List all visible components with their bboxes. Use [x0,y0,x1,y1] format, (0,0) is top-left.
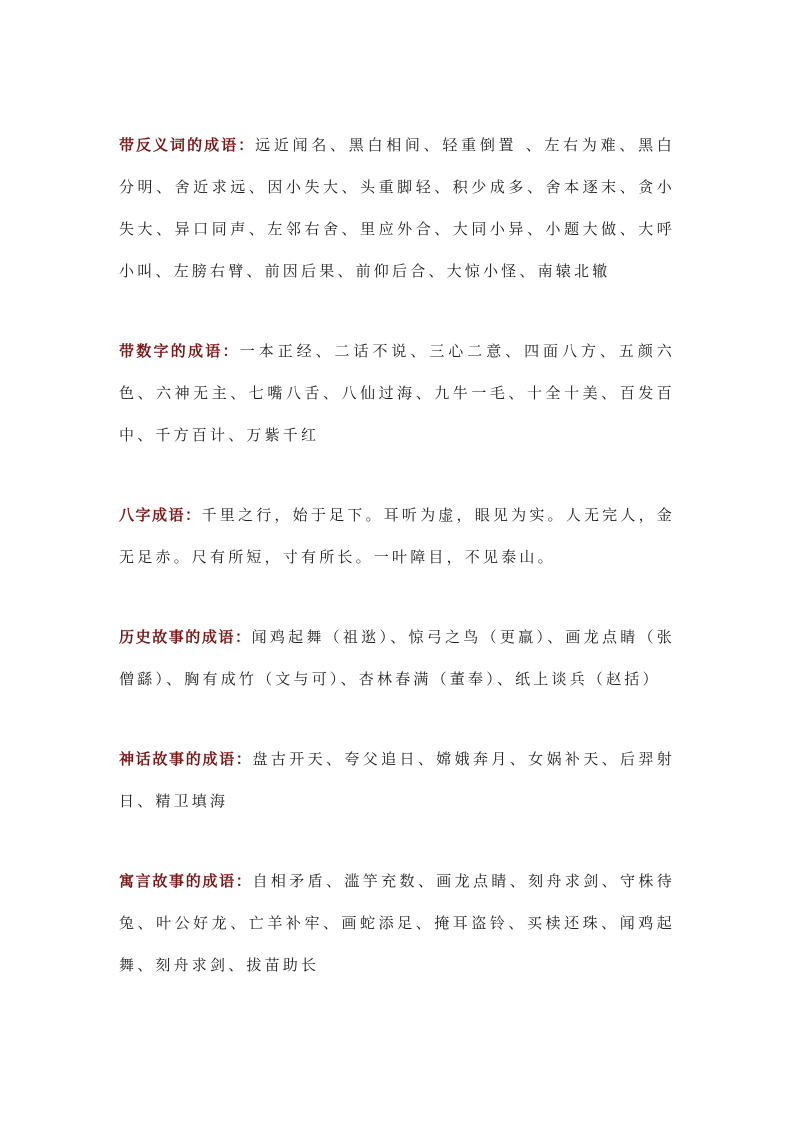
section-heading: 历史故事的成语： [119,628,252,646]
section-content: 闻鸡起舞（祖逖）、惊弓之鸟（更羸）、画龙点睛（张僧繇）、胸有成竹（文与可）、杏林春满（董奉）、纸上谈兵（赵括） [119,628,675,688]
section-mythology-idioms [119,738,675,822]
section-eight-character-idioms [119,494,675,578]
section-content: 一本正经、二话不说、三心二意、四面八方、五颜六色、六神无主、七嘴八舌、八仙过海、九牛一毛、十全十美、百发百中、千方百计、万紫千红 [119,342,675,444]
section-historical-story-idioms [119,616,675,700]
section-content: 远近闻名、黑白相间、轻重倒置 、左右为难、黑白分明、舍近求远、因小失大、头重脚轻、积少成多、舍本逐末、贪小失大、异口同声、左邻右舍、里应外合、大同小异、小题大做、大呼小叫、左膀右臂、前因后果、前仰后合、大惊小怪、南辕北辙 [119,136,675,280]
document-page [119,124,675,1024]
section-fable-idioms [119,860,675,986]
section-heading: 寓言故事的成语： [119,872,253,890]
section-content: 自相矛盾、滥竽充数、画龙点睛、刻舟求剑、守株待兔、叶公好龙、亡羊补牢、画蛇添足、掩耳盗铃、买椟还珠、闻鸡起舞、刻舟求剑、拔苗助长 [119,872,675,974]
section-heading: 带反义词的成语： [119,136,256,154]
section-number-idioms [119,330,675,456]
section-heading: 八字成语： [119,506,202,524]
section-heading: 带数字的成语： [119,342,240,360]
section-content: 千里之行，始于足下。耳听为虚，眼见为实。人无完人，金无足赤。尺有所短，寸有所长。一叶障目，不见泰山。 [119,506,675,566]
section-heading: 神话故事的成语： [119,750,253,768]
section-content: 盘古开天、夸父追日、嫦娥奔月、女娲补天、后羿射日、精卫填海 [119,750,675,810]
section-antonym-idioms [119,124,675,292]
